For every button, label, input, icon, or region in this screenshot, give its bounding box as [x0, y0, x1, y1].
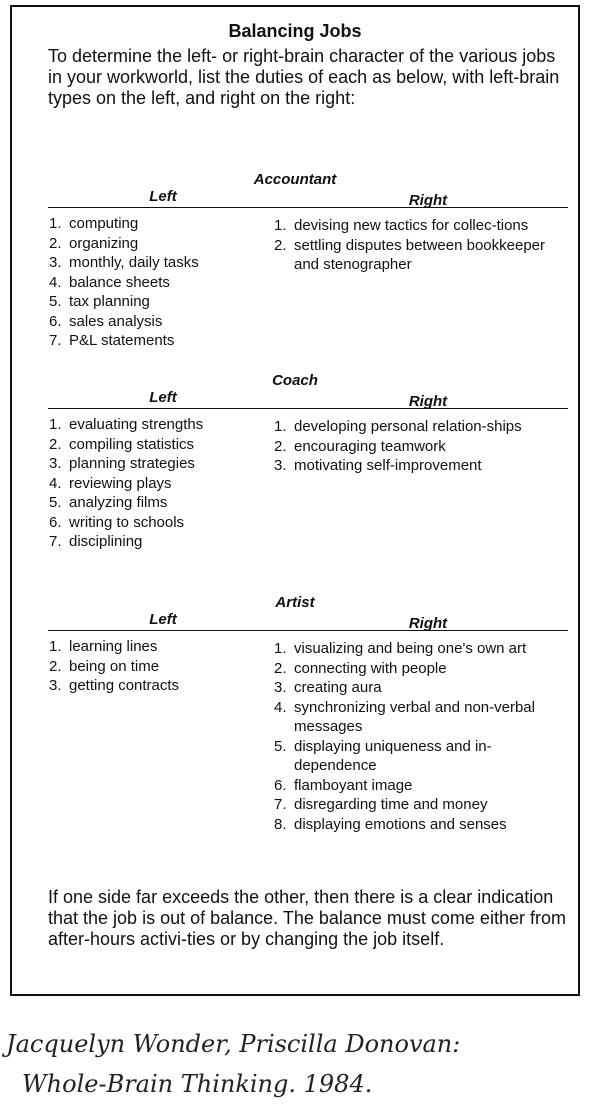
list-item: 2. encouraging teamwork [274, 437, 446, 455]
job-title: Accountant [253, 171, 337, 188]
left-heading: Left [149, 611, 177, 628]
list-item: 1. devising new tactics for collec-tions [274, 217, 529, 234]
list-item: 4. synchronizing verbal and non-verbal messages [274, 698, 535, 735]
right-duties-list [274, 216, 564, 275]
left-heading: Left [149, 389, 177, 406]
closing-paragraph: If one side far exceeds the other, then there is a clear indication that the job is out of balance. The balance must come either from after-hours activi-ties or by changing the job itself. [48, 887, 566, 949]
left-duties-list [49, 214, 279, 351]
list-item: 3. planning strategies [49, 455, 195, 472]
list-item: 3. motivating self-improvement [274, 457, 482, 474]
list-item: 3. getting contracts [49, 677, 180, 694]
right-heading: Right [408, 393, 448, 410]
article-box [10, 5, 580, 996]
right-heading: Right [408, 615, 448, 632]
left-heading: Left [149, 188, 177, 205]
list-item: 2. compiling statistics [49, 435, 195, 453]
list-item: 5. tax planning [49, 293, 150, 310]
list-item: 5. analyzing films [49, 494, 168, 511]
list-item: 1. visualizing and being one's own art [274, 640, 527, 657]
list-item: 2. settling disputes between bookkeeper and stenographer [274, 236, 546, 273]
list-item: 7. disciplining [49, 533, 143, 550]
list-item: 1. developing personal relation-ships [274, 418, 522, 435]
right-heading: Right [408, 192, 448, 209]
list-item: 3. creating aura [274, 679, 382, 696]
list-item: 4. balance sheets [49, 273, 170, 291]
list-item: 8. displaying emotions and senses [274, 815, 507, 833]
left-duties-list [49, 415, 279, 552]
divider [48, 207, 568, 208]
list-item: 6. flamboyant image [274, 776, 413, 794]
right-duties-list [274, 639, 564, 834]
list-item: 1. evaluating strengths [49, 416, 204, 433]
signature-line-1: Jacquelyn Wonder, Priscilla Donovan: [6, 1030, 461, 1058]
handwritten-signature [0, 1010, 600, 1110]
list-item: 7. P&L statements [49, 332, 175, 349]
list-item: 2. organizing [49, 234, 139, 252]
list-item: 6. writing to schools [49, 513, 185, 531]
list-item: 1. computing [49, 215, 139, 232]
intro-paragraph: To determine the left- or right-brain character of the various jobs in your workworld, list the duties of each as below, with left-brain types on the left, and right on the right: [48, 46, 560, 108]
job-title: Coach [272, 372, 318, 389]
list-item: 2. connecting with people [274, 659, 447, 677]
right-duties-list [274, 417, 564, 476]
list-item: 3. monthly, daily tasks [49, 254, 199, 271]
left-duties-list [49, 637, 279, 696]
list-item: 7. disregarding time and money [274, 796, 488, 813]
list-item: 6. sales analysis [49, 312, 163, 330]
job-title: Artist [275, 594, 315, 611]
list-item: 4. reviewing plays [49, 474, 172, 492]
page-title: Balancing Jobs [228, 21, 362, 41]
divider [48, 630, 568, 631]
list-item: 1. learning lines [49, 638, 158, 655]
list-item: 5. displaying uniqueness and in-dependence [274, 737, 492, 774]
divider [48, 408, 568, 409]
signature-line-2: Whole-Brain Thinking. 1984. [22, 1070, 373, 1098]
list-item: 2. being on time [49, 657, 160, 675]
